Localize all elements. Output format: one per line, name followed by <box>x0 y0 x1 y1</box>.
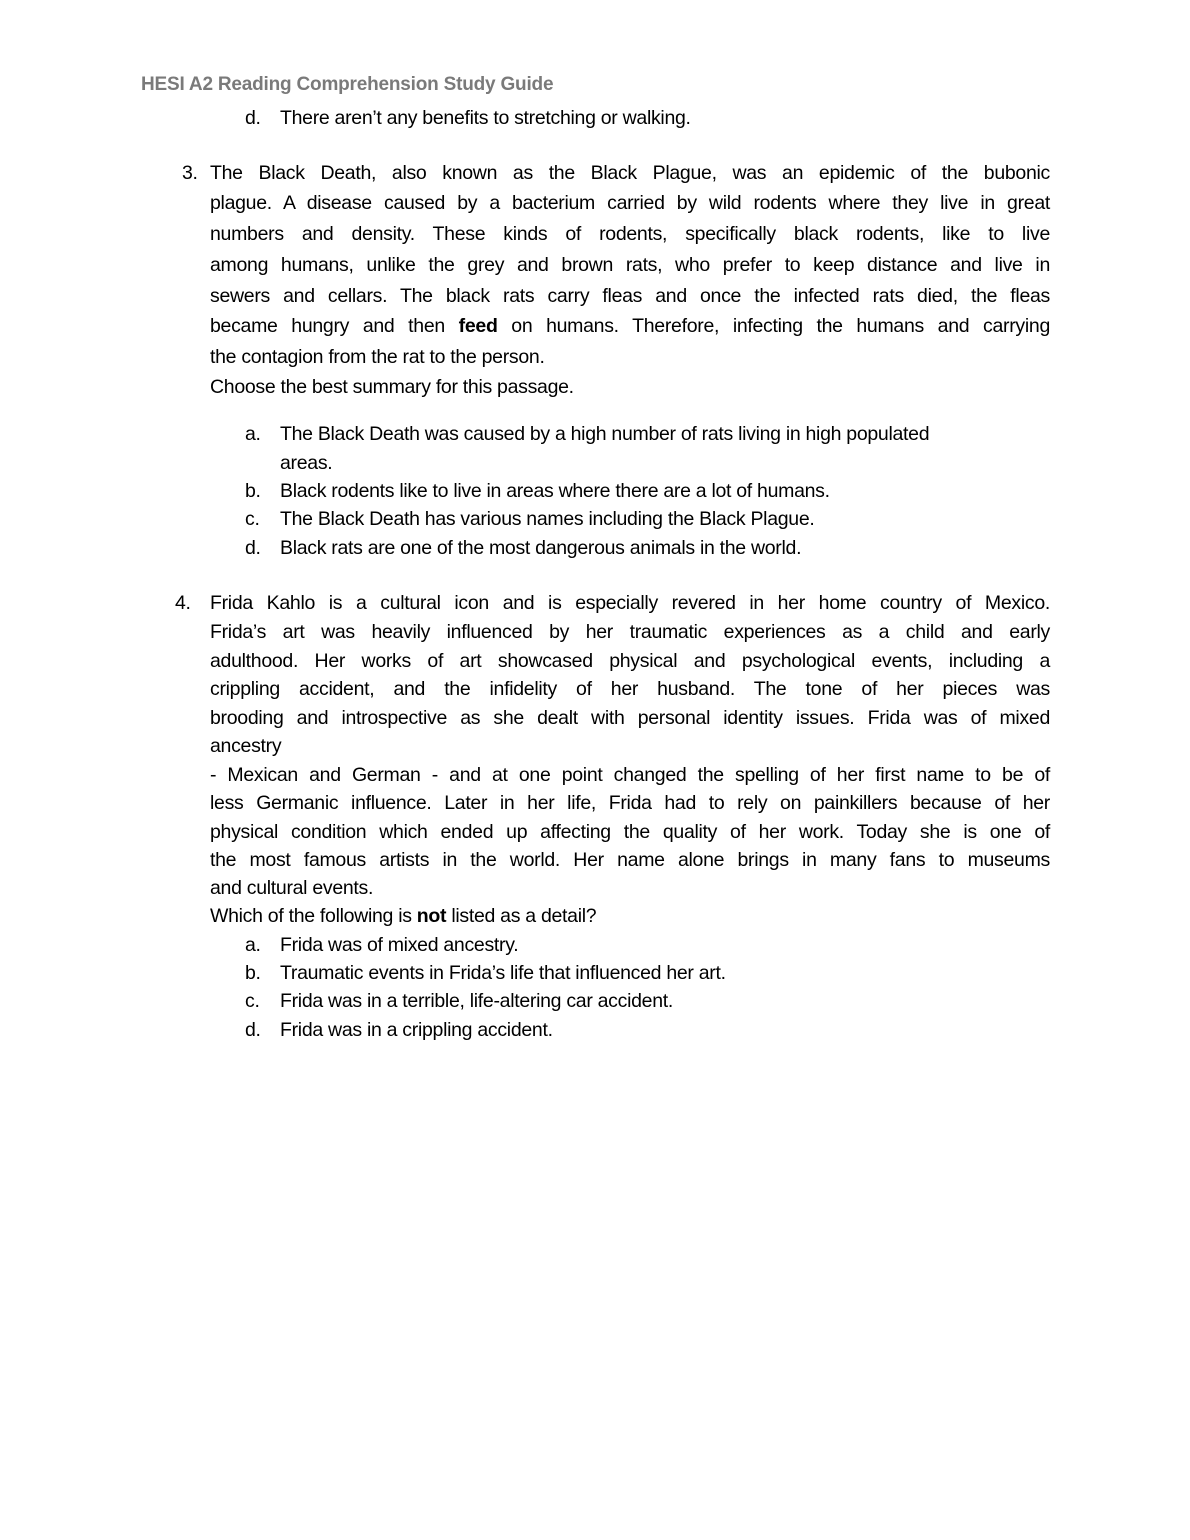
passage-line: adulthood. Her works of art showcased physical and psychological events, including a <box>210 650 1050 672</box>
option-text[interactable]: Frida was in a terrible, life-altering car accident. <box>280 990 673 1012</box>
passage-line: sewers and cellars. The black rats carry fleas and once the infected rats died, the fleas <box>210 285 1050 307</box>
passage-line: brooding and introspective as she dealt with personal identity issues. Frida was of mixed <box>210 707 1050 729</box>
prompt-text: Which of the following is <box>210 905 417 927</box>
option-letter[interactable]: a. <box>245 934 261 956</box>
bold-word: feed <box>458 315 498 337</box>
passage-line: less Germanic influence. Later in her life, Frida had to rely on painkillers because of her <box>210 792 1050 814</box>
option-text[interactable]: Black rodents like to live in areas where there are a lot of humans. <box>280 480 830 502</box>
passage-line-with-bold <box>210 315 1050 338</box>
passage-line: The Black Death, also known as the Black Plague, was an epidemic of the bubonic <box>210 162 1050 184</box>
passage-line: the most famous artists in the world. Her name alone brings in many fans to museums <box>210 849 1050 871</box>
passage-line: physical condition which ended up affecting the quality of her work. Today she is one of <box>210 821 1050 843</box>
passage-line: Frida’s art was heavily influenced by her traumatic experiences as a child and early <box>210 621 1050 643</box>
bold-word: not <box>416 905 447 927</box>
question-number: 3. <box>182 162 198 184</box>
passage-text: became hungry and then <box>210 315 459 337</box>
option-letter: d. <box>245 107 261 129</box>
option-text[interactable]: The Black Death has various names including the Black Plague. <box>280 508 815 530</box>
option-letter[interactable]: a. <box>245 423 261 445</box>
question-prompt <box>210 905 596 928</box>
passage-text: on humans. Therefore, infecting the humans and carrying <box>497 315 1050 337</box>
prompt-text: listed as a detail? <box>446 905 597 927</box>
document-header: HESI A2 Reading Comprehension Study Guide <box>141 74 554 95</box>
passage-line: Frida Kahlo is a cultural icon and is especially revered in her home country of Mexico. <box>210 592 1050 614</box>
option-letter[interactable]: d. <box>245 1019 261 1041</box>
option-letter[interactable]: c. <box>245 990 260 1012</box>
option-text: There aren’t any benefits to stretching or walking. <box>280 107 691 129</box>
option-text-continued[interactable]: areas. <box>280 452 333 474</box>
passage-line: ancestry <box>210 735 282 757</box>
option-letter[interactable]: d. <box>245 537 261 559</box>
option-text[interactable]: Traumatic events in Frida’s life that influenced her art. <box>280 962 726 984</box>
question-number: 4. <box>175 592 191 614</box>
passage-line: plague. A disease caused by a bacterium carried by wild rodents where they live in great <box>210 192 1050 214</box>
passage-line: crippling accident, and the infidelity of her husband. The tone of her pieces was <box>210 678 1050 700</box>
passage-line: numbers and density. These kinds of rodents, specifically black rodents, like to live <box>210 223 1050 245</box>
option-text[interactable]: Frida was of mixed ancestry. <box>280 934 519 956</box>
option-letter[interactable]: b. <box>245 962 261 984</box>
option-letter[interactable]: b. <box>245 480 261 502</box>
option-text[interactable]: Black rats are one of the most dangerous animals in the world. <box>280 537 802 559</box>
option-text[interactable]: Frida was in a crippling accident. <box>280 1019 553 1041</box>
passage-line: among humans, unlike the grey and brown rats, who prefer to keep distance and live in <box>210 254 1050 276</box>
passage-line: and cultural events. <box>210 877 374 899</box>
question-prompt: Choose the best summary for this passage. <box>210 376 574 398</box>
passage-line: the contagion from the rat to the person. <box>210 346 545 368</box>
option-letter[interactable]: c. <box>245 508 260 530</box>
passage-line: - Mexican and German - and at one point changed the spelling of her first name to be of <box>210 764 1050 786</box>
option-text[interactable]: The Black Death was caused by a high number of rats living in high populated <box>280 423 930 445</box>
